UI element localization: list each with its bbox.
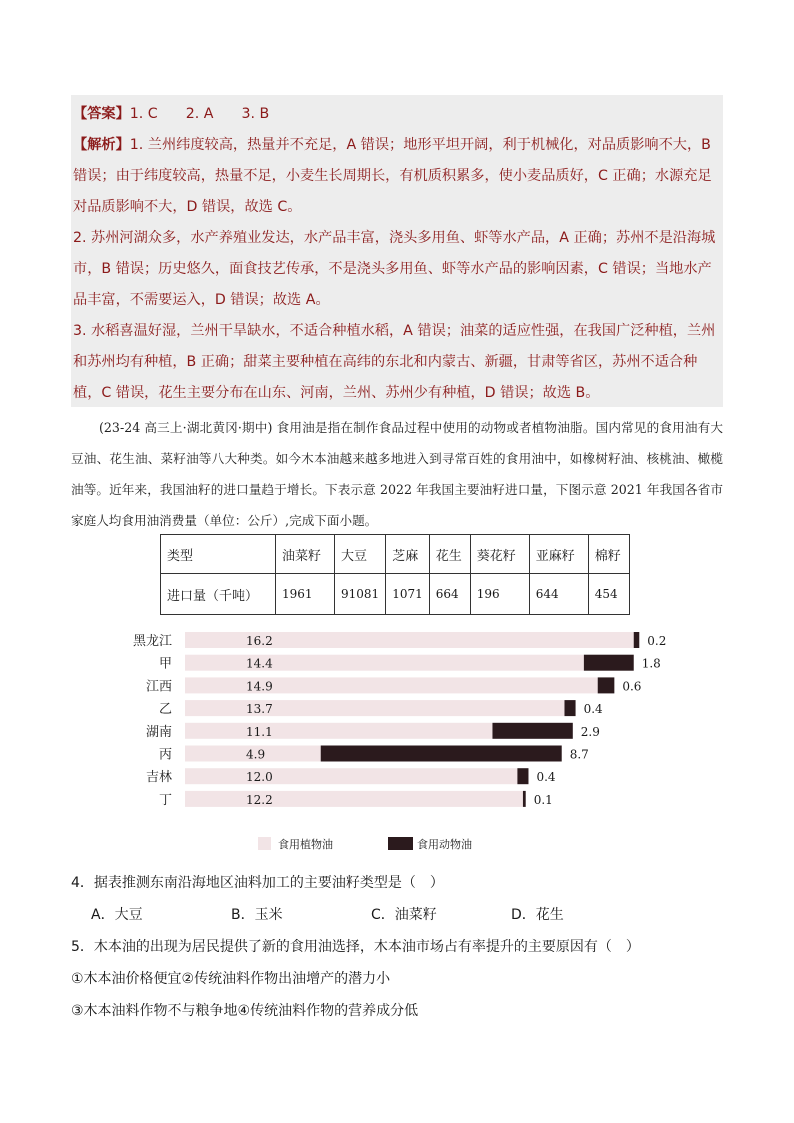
table-cell: 196	[470, 574, 529, 615]
plant-oil-label: 11.1	[246, 724, 273, 739]
legend-label-animal: 食用动物油	[417, 838, 472, 851]
animal-oil-label: 0.2	[647, 634, 667, 648]
table-cell: 类型	[161, 535, 276, 574]
bar-animal-oil	[634, 632, 640, 648]
table-cell: 1071	[386, 574, 430, 615]
bar-plant-oil	[185, 791, 523, 807]
category-label: 丁	[158, 792, 172, 808]
table-cell: 花生	[429, 535, 470, 574]
legend-swatch-plant	[258, 837, 271, 850]
answer-3: 3. B	[241, 106, 270, 122]
animal-oil-label: 8.7	[569, 747, 589, 762]
animal-oil-label: 0.1	[533, 792, 553, 807]
bar-animal-oil	[584, 655, 634, 671]
answer-tag: 【答案】	[73, 106, 130, 122]
plant-oil-label: 12.2	[246, 792, 273, 807]
option-d: D．花生	[511, 907, 564, 923]
oilseed-import-table	[160, 534, 630, 615]
category-label: 湖南	[145, 724, 172, 740]
table-cell: 大豆	[335, 535, 386, 574]
plant-oil-label: 12.0	[246, 770, 273, 785]
analysis-1-text: 1. 兰州纬度较高，热量并不充足，A 错误；地形平坦开阔，利于机械化，对品质影响不大，B 错误；由于纬度较高，热量不足，小麦生长周期长，有机质积累多，使小麦品质好，C 正确；水源充足对品质影响不大，D 错误，故选 C。	[73, 137, 712, 215]
category-label: 黑龙江	[132, 634, 172, 649]
bar-animal-oil	[523, 791, 526, 807]
question-5-line-2: ③木本油料作物不与粮争地④传统油料作物的营养成分低	[71, 1003, 419, 1019]
bar-animal-oil	[492, 723, 572, 739]
passage-text: (23-24 高三上·湖北黄冈·期中) 食用油是指在制作食品过程中使用的动物或者植物油脂。国内常见的食用油有大豆油、花生油、菜籽油等八大种类。如今木本油越来越多地进入到寻常百姓的食用油中，如橡树籽油、核桃油、橄榄油等。近年来，我国油籽的进口量趋于增长。下表示意 2022 年我国主要油籽进口量，下图示意 2021 年我国各省市家庭人均食用油消费量（单位：公斤）,完成下面小题。	[71, 420, 723, 528]
bar-animal-oil	[564, 700, 575, 716]
category-label: 吉林	[145, 770, 172, 786]
answer-analysis-box	[71, 95, 723, 407]
analysis-1	[73, 130, 721, 223]
table-cell: 芝麻	[386, 535, 430, 574]
question-5-line-1: ①木本油价格便宜②传统油料作物出油增产的潜力小	[71, 971, 391, 987]
analysis-3: 3. 水稻喜温好湿，兰州干旱缺水，不适合种植水稻，A 错误；油菜的适应性强，在我国广泛种植，兰州和苏州均有种植，B 正确；甜菜主要种植在高纬的东北和内蒙古、新疆，甘肃等省区，苏州不适合种植，C 错误，花生主要分布在山东、河南，兰州、苏州少有种植，D 错误；故选 B。	[73, 323, 716, 401]
question-4-options	[71, 902, 723, 934]
bar-animal-oil	[517, 768, 528, 784]
table-cell: 进口量（千吨）	[161, 574, 276, 615]
category-label: 甲	[158, 656, 172, 672]
oil-consumption-chart	[120, 625, 680, 865]
bar-animal-oil	[321, 746, 562, 762]
option-c: C．油菜籽	[371, 907, 437, 923]
option-a: A．大豆	[91, 907, 143, 923]
table-header-row	[161, 535, 630, 574]
plant-oil-label: 13.7	[246, 702, 273, 717]
bar-animal-oil	[598, 677, 615, 693]
bar-plant-oil	[185, 700, 564, 716]
table-cell: 棉籽	[588, 535, 629, 574]
question-4: 4．据表推测东南沿海地区油料加工的主要油籽类型是（ ）	[71, 875, 444, 891]
answer-line	[73, 99, 721, 130]
plant-oil-label: 14.9	[246, 679, 273, 694]
bar-plant-oil	[185, 723, 492, 739]
table-row	[161, 574, 630, 615]
analysis-tag: 【解析】	[73, 137, 130, 153]
bar-plant-oil	[185, 768, 517, 784]
legend-swatch-animal	[388, 837, 413, 850]
answer-2: 2. A	[185, 106, 214, 122]
bar-plant-oil	[185, 655, 584, 671]
category-label: 丙	[158, 747, 172, 763]
animal-oil-label: 1.8	[641, 656, 661, 671]
table-cell: 91081	[335, 574, 386, 615]
category-label: 乙	[158, 702, 172, 718]
table-cell: 454	[588, 574, 629, 615]
table-cell: 1961	[276, 574, 335, 615]
questions-section	[71, 870, 723, 1030]
table-cell: 葵花籽	[470, 535, 529, 574]
animal-oil-label: 0.4	[583, 702, 603, 717]
table-cell: 644	[529, 574, 588, 615]
answer-1: 1. C	[129, 106, 158, 122]
animal-oil-label: 2.9	[580, 724, 600, 739]
legend-label-plant: 食用植物油	[278, 838, 333, 851]
option-b: B．玉米	[231, 907, 283, 923]
animal-oil-label: 0.6	[622, 679, 642, 694]
question-5: 5．木本油的出现为居民提供了新的食用油选择，木本油市场占有率提升的主要原因有（ ）	[71, 939, 640, 955]
category-label: 江西	[145, 679, 172, 695]
question-passage	[71, 412, 723, 536]
table-cell: 664	[429, 574, 470, 615]
table-cell: 油菜籽	[276, 535, 335, 574]
analysis-2: 2. 苏州河湖众多，水产养殖业发达，水产品丰富，浇头多用鱼、虾等水产品，A 正确；苏州不是沿海城市，B 错误；历史悠久，面食技艺传承，不是浇头多用鱼、虾等水产品的影响因素，C 错误；当地水产品丰富，不需要运入，D 错误；故选 A。	[73, 230, 716, 308]
plant-oil-label: 14.4	[246, 656, 273, 671]
animal-oil-label: 0.4	[536, 770, 556, 785]
plant-oil-label: 4.9	[246, 747, 266, 762]
table-cell: 亚麻籽	[529, 535, 588, 574]
plant-oil-label: 16.2	[246, 634, 273, 648]
